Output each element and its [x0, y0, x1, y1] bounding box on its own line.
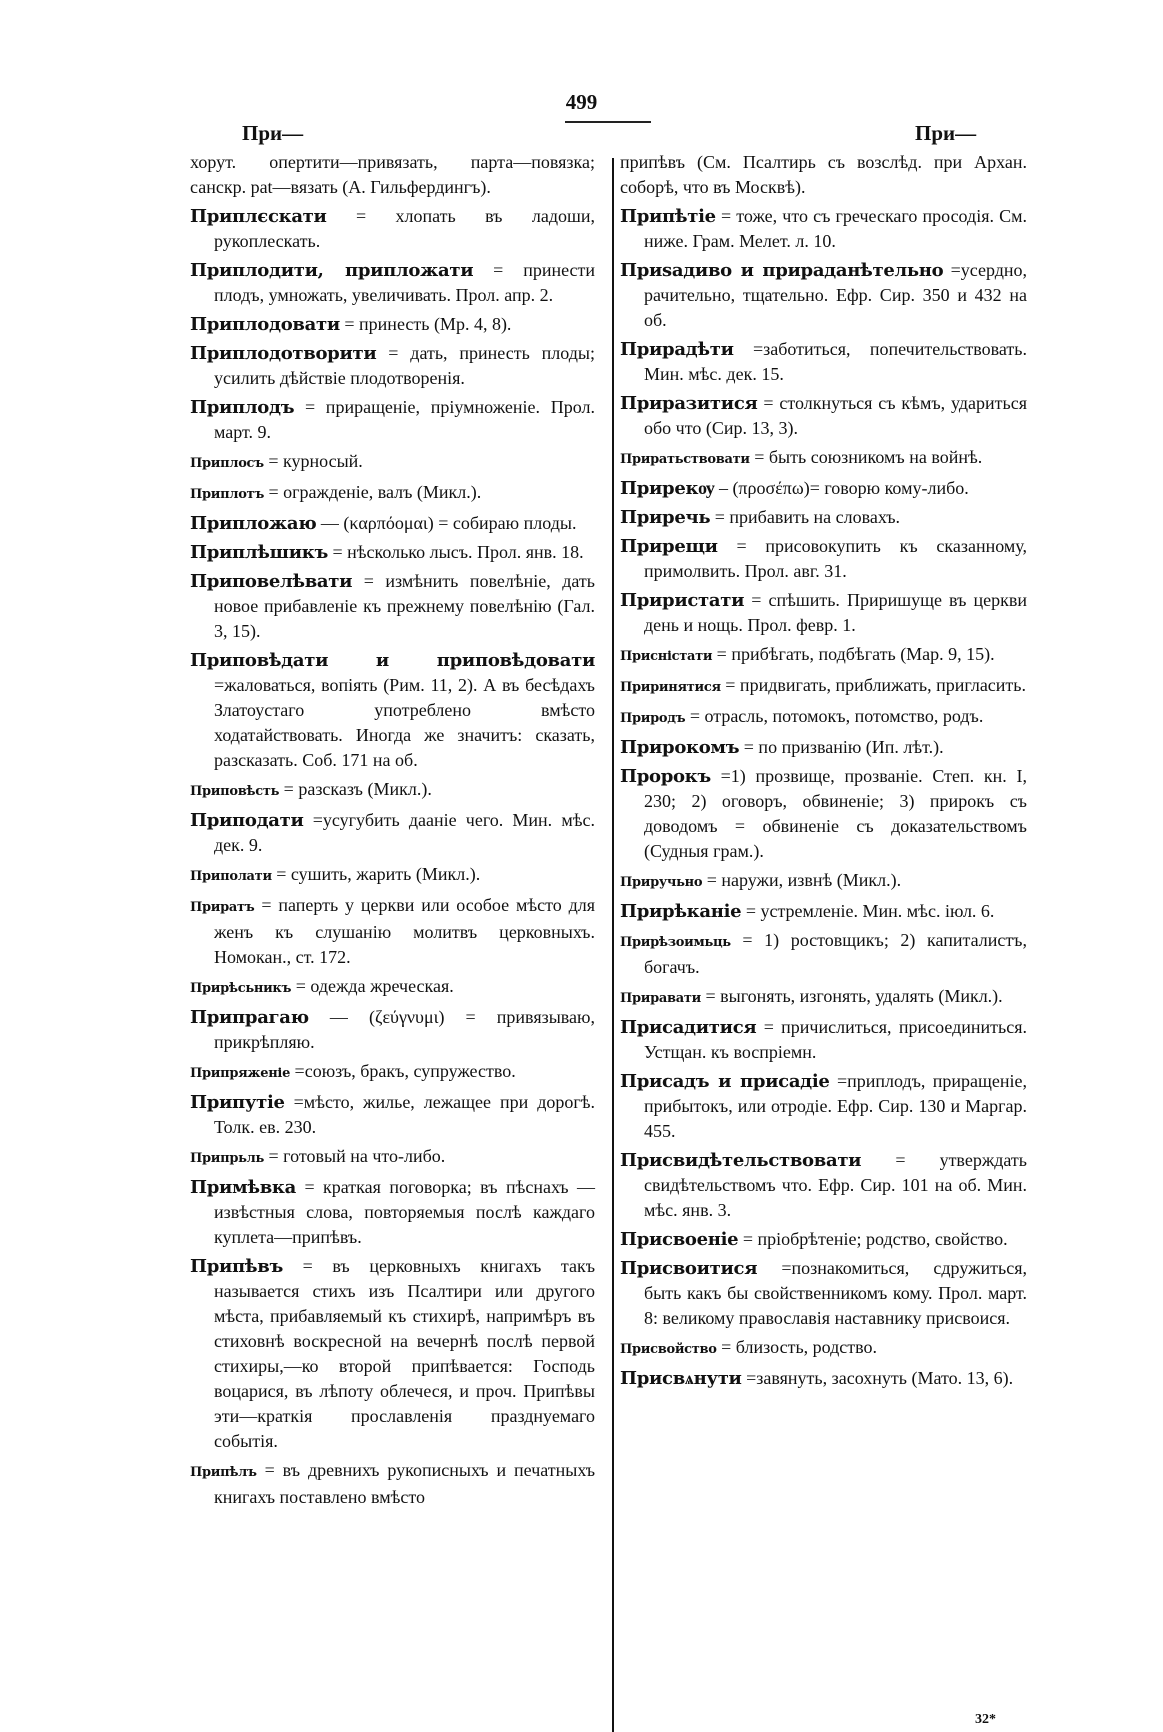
dictionary-entry — [620, 445, 1027, 472]
dictionary-entry — [620, 984, 1027, 1011]
entry-headword: Присадъ и присадіе — [620, 1071, 830, 1092]
dictionary-entry — [190, 449, 595, 476]
entry-headword: Приплѣшикъ — [190, 542, 328, 563]
signature-mark: 32* — [975, 1712, 996, 1727]
dictionary-entry — [190, 258, 595, 308]
dictionary-entry — [620, 150, 1027, 200]
entry-headword: Припрагаю — [190, 1007, 309, 1028]
dictionary-entry — [620, 337, 1027, 387]
entry-definition: =1) прозвище, прозваніе. Степ. кн. I, 230; 2) оговоръ, обвиненіе; 3) прирокъ съ доводомъ = обвиненіе съ доказательствомъ (Судныя грам.). — [644, 766, 1027, 861]
entry-headword: Приречь — [620, 507, 711, 528]
dictionary-entry — [190, 312, 595, 337]
entry-headword: Примѣвка — [190, 1177, 296, 1198]
entry-headword: Присністати — [620, 649, 713, 664]
entry-headword: Приповѣсть — [190, 784, 280, 799]
entry-headword: Приплодовати — [190, 314, 340, 335]
entry-definition: = сушить, жарить (Микл.). — [276, 864, 481, 884]
entry-headword: Присадитися — [620, 1017, 757, 1038]
dictionary-entry — [190, 341, 595, 391]
entry-headword: Приповѣдати и приповѣдовати — [190, 650, 595, 671]
entry-headword: Припѣлъ — [190, 1465, 257, 1480]
entry-definition: =усугубить дааніе чего. Мин. мѣс. дек. 9. — [214, 810, 596, 855]
dictionary-entry — [190, 862, 595, 889]
entry-definition: = наружи, извнѣ (Микл.). — [706, 870, 902, 890]
entry-headword: Приплодити, припложати — [190, 260, 474, 281]
entry-headword: Прирѣзоимьць — [620, 935, 731, 950]
dictionary-entry — [620, 204, 1027, 254]
entry-headword: Приринятися — [620, 680, 721, 695]
dictionary-entry — [190, 204, 595, 254]
entry-definition: = въ церковныхъ книгахъ такъ называется стихъ изъ Псалтири или другого мѣста, прибавляемый къ стихирѣ, напримѣръ въ стиховнѣ воскресной на вечернѣ послѣ первой стихиры,—ко второй припѣвается: Господь воцарися, въ лѣпоту облечеся, и проч. Припѣвы эти—краткія прославленія празднуемаго событія. — [214, 1256, 596, 1451]
dictionary-entry — [620, 505, 1027, 530]
entry-definition: = паперть у церкви или особое мѣсто для женъ къ слушанію молитвъ церковныхъ. Номокан., ст. 172. — [214, 895, 596, 967]
dictionary-entry — [620, 1148, 1027, 1223]
dictionary-entry — [190, 1005, 595, 1055]
entry-headword: Припряженіе — [190, 1066, 291, 1081]
entry-definition: — (καρπόομαι) = собираю плоды. — [320, 513, 577, 533]
entry-definition: =познакомиться, сдружиться, быть какъ бы свойственникомъ кому. Прол. март. 8: великому православія наставнику присвоися. — [644, 1258, 1027, 1328]
entry-definition: = отрасль, потомокъ, потомство, родъ. — [689, 706, 984, 726]
entry-definition: = утверждать свидѣтельствомъ что. Ефр. Сир. 101 на об. Мин. мѣс. янв. 3. — [644, 1150, 1028, 1220]
dictionary-entry — [620, 534, 1027, 584]
entry-definition: = готовый на что-либо. — [268, 1146, 446, 1166]
entry-headword: Припрьль — [190, 1151, 265, 1166]
entry-definition: = спѣшить. Приришуще въ церкви день и нощь. Прол. февр. 1. — [644, 590, 1027, 635]
dictionary-entry — [620, 258, 1027, 333]
dictionary-entry — [190, 777, 595, 804]
entry-definition: = нѣсколько лысъ. Прол. янв. 18. — [332, 542, 584, 562]
entry-headword: Приполати — [190, 869, 272, 884]
right-column — [620, 150, 1027, 1395]
entry-definition: = принесть (Мр. 4, 8). — [344, 314, 512, 334]
entry-headword: Приразитися — [620, 393, 758, 414]
entry-headword: Прирокомъ — [620, 737, 740, 758]
entry-headword: Прирѣканіе — [620, 901, 742, 922]
entry-definition: = по призванію (Ип. лѣт.). — [743, 737, 944, 757]
dictionary-entry — [190, 648, 595, 773]
entry-definition: = близость, родство. — [721, 1337, 878, 1357]
entry-headword: Приsадиво и прираданѣтельно — [620, 260, 944, 281]
entry-definition: = выгонять, изгонять, удалять (Микл.). — [705, 986, 1003, 1006]
dictionary-entry — [620, 642, 1027, 669]
entry-definition: – (προσέπω)= говорю кому-либо. — [718, 478, 969, 498]
entry-definition: припѣвъ (См. Псалтирь съ возслѣд. при Архан. соборѣ, что въ Москвѣ). — [620, 152, 1027, 197]
entry-headword: Приравати — [620, 991, 701, 1006]
entry-headword: Приплотъ — [190, 487, 264, 502]
entry-definition: = причислиться, присоединиться. Устщан. къ воспріемн. — [644, 1017, 1027, 1062]
entry-headword: Прирещи — [620, 536, 718, 557]
dictionary-entry — [620, 1366, 1027, 1391]
entry-headword: Припѣвъ — [190, 1256, 283, 1277]
entry-headword: Припѣтіе — [620, 206, 716, 227]
entry-headword: Прирѣсьникъ — [190, 981, 292, 996]
entry-definition: = прибѣгать, подбѣгать (Мар. 9, 15). — [716, 644, 995, 664]
entry-definition: = приращеніе, пріумноженіе. Прол. март. 9. — [214, 397, 595, 442]
entry-headword: Припутіе — [190, 1092, 285, 1113]
entry-definition: = 1) ростовщикъ; 2) капиталистъ, богачъ. — [644, 930, 1027, 977]
entry-headword: Присвоитися — [620, 1258, 758, 1279]
dictionary-entry — [620, 764, 1027, 864]
dictionary-entry — [190, 540, 595, 565]
dictionary-entry — [190, 1254, 595, 1454]
entry-definition: =завянуть, засохнуть (Мато. 13, 6). — [746, 1368, 1014, 1388]
entry-definition: = присовокупить къ сказанному, примолвить. Прол. авг. 31. — [644, 536, 1027, 581]
entry-definition: = принести плодъ, умножать, увеличивать. Прол. апр. 2. — [214, 260, 596, 305]
entry-headword: Прирадѣти — [620, 339, 734, 360]
dictionary-entry — [620, 1335, 1027, 1362]
entry-headword: Приратъ — [190, 900, 255, 915]
dictionary-entry — [620, 588, 1027, 638]
dictionary-entry — [190, 1090, 595, 1140]
entry-definition: = устремленіе. Мин. мѣс. іюл. 6. — [745, 901, 995, 921]
dictionary-entry — [620, 868, 1027, 895]
dictionary-entry — [620, 1015, 1027, 1065]
entry-definition: = въ древнихъ рукописныхъ и печатныхъ книгахъ поставлено вмѣсто — [214, 1460, 596, 1507]
entry-definition: = хлопать въ ладоши, рукоплескать. — [214, 206, 595, 251]
entry-definition: — (ζεύγνυμι) = привязываю, прикрѣпляю. — [214, 1007, 595, 1052]
entry-definition: = быть союзникомъ на войнѣ. — [754, 447, 983, 467]
column-divider — [612, 158, 614, 1732]
dictionary-entry — [620, 899, 1027, 924]
entry-definition: = столкнуться съ кѣмъ, удариться обо что (Сир. 13, 3). — [644, 393, 1027, 438]
entry-headword: Приподати — [190, 810, 304, 831]
entry-definition: = курносый. — [268, 451, 363, 471]
dictionary-entry — [620, 735, 1027, 760]
entry-definition: = одежда жреческая. — [295, 976, 454, 996]
entry-definition: = придвигать, приближать, пригласить. — [725, 675, 1026, 695]
dictionary-entry — [190, 1144, 595, 1171]
entry-headword: Приповелѣвати — [190, 571, 353, 592]
entry-definition: = пріобрѣтеніе; родство, свойство. — [742, 1229, 1008, 1249]
entry-headword: Пророкъ — [620, 766, 711, 787]
entry-definition: = тоже, что съ греческаго просодія. См. ниже. Грам. Мелет. л. 10. — [644, 206, 1028, 251]
entry-headword: Припложаю — [190, 513, 317, 534]
entry-headword: Природъ — [620, 711, 686, 726]
page-number: 499 — [565, 90, 598, 114]
dictionary-entry — [620, 476, 1027, 501]
entry-definition: хорут. опертити—привязать, парта—повязка; санскр. pat—вязать (А. Гильфердингъ). — [190, 152, 595, 197]
running-head-left: При— — [242, 121, 304, 145]
page-number-rule — [565, 121, 651, 123]
entry-definition: =союзъ, бракъ, супружество. — [294, 1061, 516, 1081]
entry-definition: =заботиться, попечительствовать. Мин. мѣс. дек. 15. — [644, 339, 1027, 384]
dictionary-entry — [190, 974, 595, 1001]
entry-headword: Присвоеніе — [620, 1229, 739, 1250]
entry-headword: Присвойство — [620, 1342, 717, 1357]
dictionary-entry — [620, 1227, 1027, 1252]
dictionary-entry — [190, 808, 595, 858]
entry-definition: =приплодъ, приращеніе, прибытокъ, или отродіе. Ефр. Сир. 130 и Маргар. 455. — [644, 1071, 1027, 1141]
entry-definition: = разсказъ (Микл.). — [283, 779, 432, 799]
dictionary-entry — [190, 395, 595, 445]
dictionary-entry — [190, 1175, 595, 1250]
dictionary-entry — [620, 673, 1027, 700]
entry-definition: = измѣнить повелѣніе, дать новое прибавленіе къ прежнему повелѣнію (Гал. 3, 15). — [214, 571, 595, 641]
entry-headword: Приплосъ — [190, 456, 264, 471]
entry-definition: =жаловаться, вопіять (Рим. 11, 2). А въ бесѣдахъ Златоустаго употреблено вмѣсто ходатайствовать. Иногда же значитъ: сказать, разсказать. Соб. 171 на об. — [214, 675, 595, 770]
dictionary-entry — [620, 391, 1027, 441]
entry-headword: Присвидѣтельствовати — [620, 1150, 862, 1171]
left-column — [190, 150, 595, 1514]
entry-headword: Присвѧнути — [620, 1368, 742, 1389]
entry-headword: Приристати — [620, 590, 745, 611]
dictionary-entry — [190, 1458, 595, 1510]
running-head-right: При— — [915, 121, 977, 145]
entry-headword: Прирекѹ — [620, 478, 715, 499]
dictionary-entry — [620, 1256, 1027, 1331]
entry-headword: Приручьно — [620, 875, 703, 890]
entry-headword: Приплєскати — [190, 206, 327, 227]
dictionary-entry — [620, 1069, 1027, 1144]
entry-definition: = огражденіе, валъ (Микл.). — [268, 482, 482, 502]
entry-definition: =усердно, рачительно, тщательно. Ефр. Сир. 350 и 432 на об. — [644, 260, 1028, 330]
dictionary-entry — [190, 511, 595, 536]
dictionary-entry — [190, 150, 595, 200]
dictionary-entry — [190, 893, 595, 970]
entry-definition: = краткая поговорка; въ пѣснахъ — извѣстныя слова, повторяемыя послѣ каждаго куплета—припѣвъ. — [214, 1177, 596, 1247]
dictionary-entry — [620, 704, 1027, 731]
dictionary-entry — [620, 928, 1027, 980]
dictionary-entry — [190, 1059, 595, 1086]
entry-definition: = прибавить на словахъ. — [714, 507, 901, 527]
entry-headword: Приплодъ — [190, 397, 295, 418]
entry-headword: Приратьствовати — [620, 452, 750, 467]
entry-headword: Приплодотворити — [190, 343, 377, 364]
entry-definition: =мѣсто, жилье, лежащее при дорогѣ. Толк. ев. 230. — [214, 1092, 596, 1137]
entry-definition: = дать, принесть плоды; усилить дѣйствіе плодотворенія. — [214, 343, 595, 388]
dictionary-entry — [190, 480, 595, 507]
dictionary-entry — [190, 569, 595, 644]
